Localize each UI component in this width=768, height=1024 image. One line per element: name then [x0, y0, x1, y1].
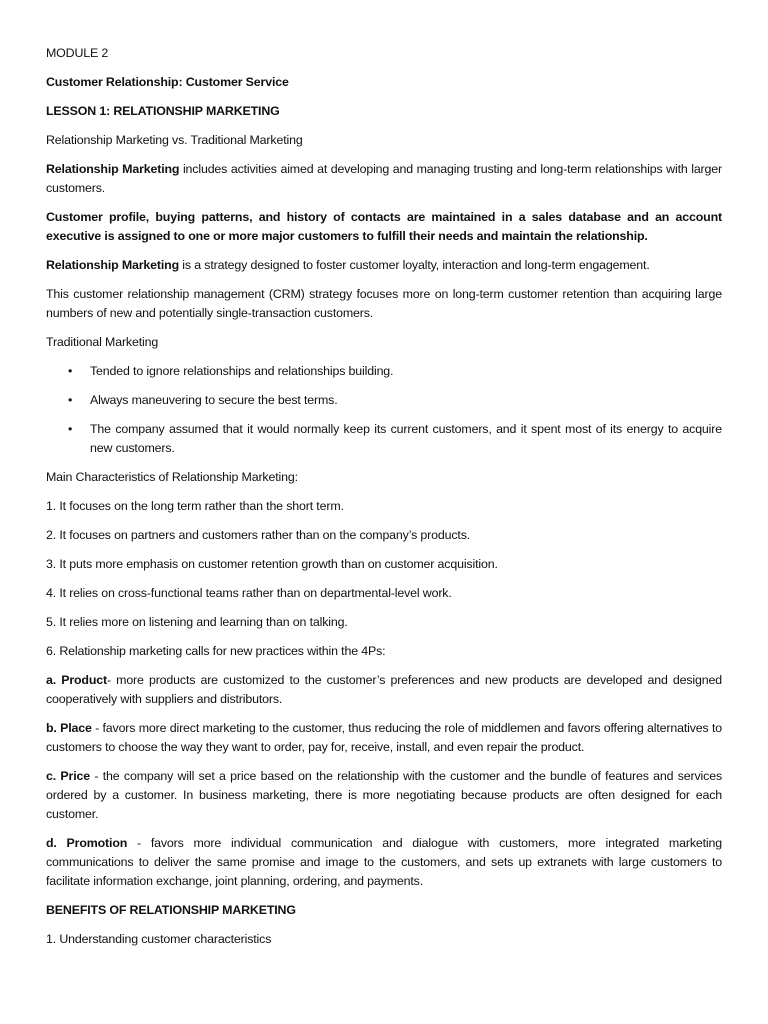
- four-ps-label: d. Promotion: [46, 836, 128, 850]
- paragraph-definition: [46, 160, 722, 198]
- module-label: MODULE 2: [46, 46, 109, 60]
- traditional-list: [46, 362, 722, 458]
- list-item: 5. It relies more on listening and learning than on talking.: [46, 615, 348, 629]
- list-item: • Tended to ignore relationships and relationships building.: [46, 362, 722, 381]
- paragraph-crm: This customer relationship management (CRM) strategy focuses more on long-term customer retention than acquiring large numbers of new and potentially single-transaction customers.: [46, 287, 722, 320]
- paragraph-strategy-text: is a strategy designed to foster customer loyalty, interaction and long-term engagement.: [179, 258, 650, 272]
- list-item: 6. Relationship marketing calls for new practices within the 4Ps:: [46, 644, 386, 658]
- comparison-heading: Relationship Marketing vs. Traditional Marketing: [46, 133, 303, 147]
- list-item: 3. It puts more emphasis on customer retention growth than on customer acquisition.: [46, 557, 498, 571]
- benefits-heading: BENEFITS OF RELATIONSHIP MARKETING: [46, 903, 296, 917]
- paragraph-customer-profile: Customer profile, buying patterns, and history of contacts are maintained in a sales database and an account executive is assigned to one or more major customers to fulfill their needs and maintain the relationship.: [46, 210, 722, 243]
- four-ps-product: a. Product- more products are customized to the customer’s preferences and new products are developed and designed cooperatively with suppliers and distributors.: [46, 673, 722, 706]
- traditional-heading: Traditional Marketing: [46, 335, 159, 349]
- four-ps-label: a. Product: [46, 673, 107, 687]
- paragraph-definition-text: includes activities aimed at developing and managing trusting and long-term relationships with larger customers.: [46, 162, 722, 195]
- list-item: 1. Understanding customer characteristics: [46, 932, 272, 946]
- four-ps-label: b. Place: [46, 721, 92, 735]
- document-subtitle: Customer Relationship: Customer Service: [46, 75, 289, 89]
- four-ps-label: c. Price: [46, 769, 90, 783]
- characteristics-heading: Main Characteristics of Relationship Marketing:: [46, 470, 298, 484]
- four-ps-price: c. Price - the company will set a price based on the relationship with the customer and the bundle of features and services ordered by a customer. In business marketing, there is more negotiating because products are often designed for each customer.: [46, 769, 722, 821]
- list-item: • Always maneuvering to secure the best terms.: [46, 391, 722, 410]
- four-ps-promotion: d. Promotion - favors more individual communication and dialogue with customers, more integrated marketing communications to deliver the same promise and image to the customers, and sets up extranets with large customers to facilitate information exchange, joint planning, ordering, and payments.: [46, 836, 722, 888]
- paragraph-strategy-bold: Relationship Marketing: [46, 258, 180, 272]
- paragraph-definition-bold: Relationship Marketing: [46, 162, 180, 176]
- bullet-icon: •: [68, 364, 73, 378]
- paragraph-strategy: [46, 256, 722, 275]
- list-item: 2. It focuses on partners and customers rather than on the company’s products.: [46, 528, 471, 542]
- four-ps-place: b. Place - favors more direct marketing to the customer, thus reducing the role of middlemen and favors offering alternatives to customers to choose the way they want to order, pay for, receive, install, and even repair the product.: [46, 721, 722, 754]
- bullet-icon: •: [68, 422, 73, 436]
- lesson-heading: LESSON 1: RELATIONSHIP MARKETING: [46, 104, 280, 118]
- list-item: • The company assumed that it would normally keep its current customers, and it spent most of its energy to acquire new customers.: [68, 422, 722, 455]
- bullet-icon: •: [68, 393, 73, 407]
- list-item: 4. It relies on cross-functional teams rather than on departmental-level work.: [46, 586, 452, 600]
- list-item: 1. It focuses on the long term rather than the short term.: [46, 499, 344, 513]
